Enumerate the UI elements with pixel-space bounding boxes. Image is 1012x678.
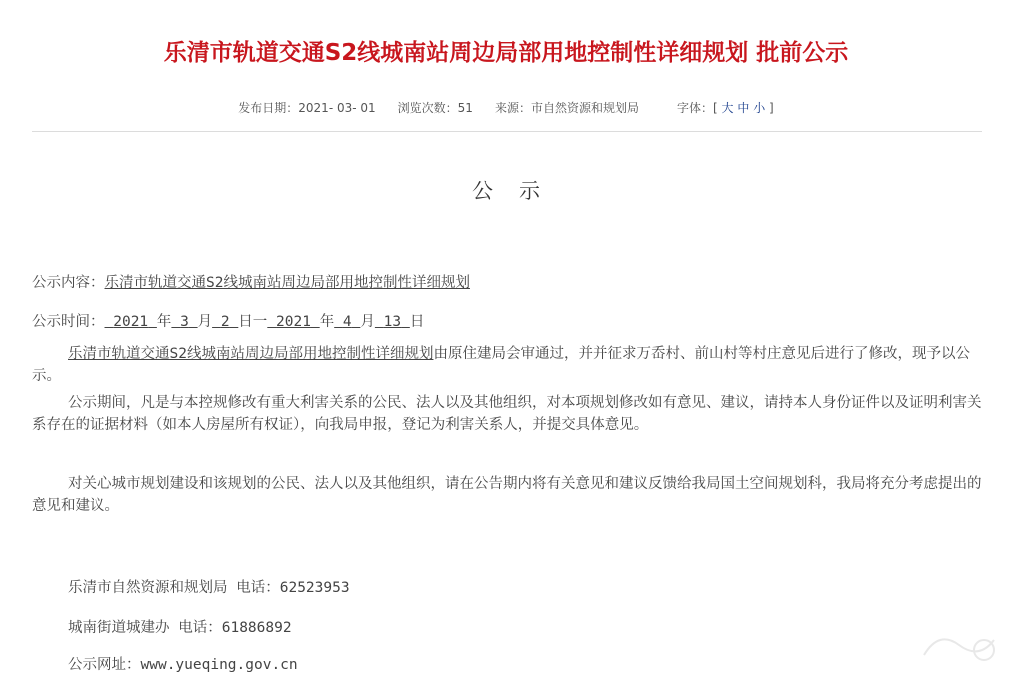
article-title: 乐清市轨道交通S2线城南站周边局部用地控制性详细规划 批前公示	[163, 40, 849, 66]
notice-time-line: 公示时间： 2021 年 3 月 2 日一 2021 年 4 月 13 日	[32, 314, 425, 330]
font-size-small-link[interactable]: 小	[753, 101, 766, 115]
notice-heading: 公示	[472, 179, 566, 203]
end-year: 2021	[276, 314, 311, 330]
source-label: 来源：	[494, 101, 531, 115]
contact-line-2: 城南街道城建办 电话：61886892	[68, 620, 292, 636]
contact-line-1: 乐清市自然资源和规划局 电话：62523953	[68, 580, 350, 596]
notice-content-line	[32, 272, 982, 294]
notice-paragraph-1	[32, 343, 982, 387]
font-size-bracket: ]	[769, 101, 774, 115]
article-meta	[0, 99, 1012, 116]
views-count: 51	[457, 101, 473, 115]
font-size-label: 字体：[	[676, 101, 718, 115]
content-value: 乐清市轨道交通S2线城南站周边局部用地控制性详细规划	[104, 275, 470, 291]
start-day: 2	[220, 314, 230, 330]
source-value: 市自然资源和规划局	[530, 101, 639, 115]
start-year: 2021	[113, 314, 149, 330]
start-month: 3	[180, 314, 189, 330]
content-label: 公示内容：	[32, 275, 105, 291]
plan-name: 乐清市轨道交通S2线城南站周边局部用地控制性详细规划	[68, 346, 434, 362]
time-label: 公示时间：	[32, 314, 105, 330]
notice-paragraph-2: 公示期间，凡是与本控规修改有重大利害关系的公民、法人以及其他组织，对本项规划修改如有意见、建议，请持本人身份证件以及证明利害关系存在的证据材料（如本人房屋所有权证），向我局申报，登记为利害关系人，并提交具体意见。	[32, 395, 982, 433]
paragraph-1-text: 由原住建局会审通过，并并征求万岙村、前山村等村庄意见后进行了修改，现予以公示。	[32, 346, 970, 384]
views-label: 浏览次数：	[397, 101, 458, 115]
font-size-medium-link[interactable]: 中	[737, 101, 750, 115]
website-line: 公示网址：www.yueqing.gov.cn	[68, 657, 298, 673]
watermark-logo	[914, 620, 1002, 670]
publish-date-label: 发布日期：	[238, 101, 299, 115]
header-divider	[32, 131, 982, 132]
notice-paragraph-3: 对关心城市规划建设和该规划的公民、法人以及其他组织，请在公告期内将有关意见和建议反馈给我局国土空间规划科，我局将充分考虑提出的意见和建议。	[32, 476, 982, 514]
publish-date: 2021- 03- 01	[298, 101, 376, 115]
font-size-large-link[interactable]: 大	[721, 101, 734, 115]
end-day: 13	[383, 314, 402, 330]
end-month: 4	[342, 314, 352, 330]
